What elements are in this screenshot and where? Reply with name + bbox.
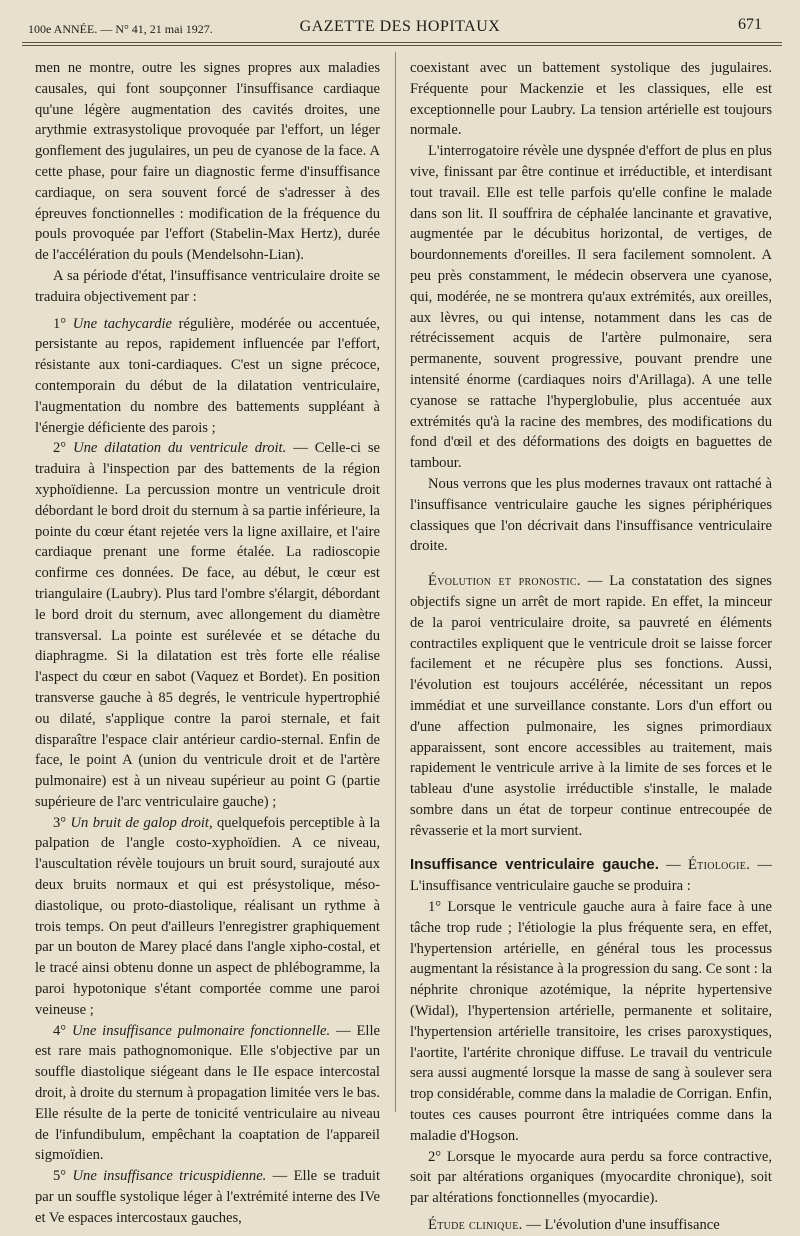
section-paragraph: [410, 571, 772, 841]
left-column: [35, 58, 381, 1226]
item-text: régulière, modérée ou accentuée, persistante au repos, rapidement influencée par l'effort, résistante aux toni-cardiaques. C'est un signe précoce, contemporain du début de la dilatation ventriculaire, l'augmentation du nombre des battements suppléant à l'énergie déficiente des parois ;: [35, 315, 381, 436]
list-item: [35, 1021, 380, 1167]
journal-title: GAZETTE DES HOPITAUX: [299, 18, 501, 35]
right-column: [410, 58, 772, 1234]
item-title: Une insuffisance pulmonaire fonctionnelle.: [72, 1022, 331, 1039]
item-number: 1°: [53, 315, 67, 332]
paragraph: coexistant avec un battement systolique des jugulaires. Fréquente pour Mackenzie et les classiques, elle est exceptionnelle pour Laubry. La tension artérielle est toujours normale.: [410, 60, 772, 139]
column-divider: [395, 52, 396, 1112]
paragraph: men ne montre, outre les signes propres aux maladies causales, qui font soupçonner l'insuffisance cardiaque qu'une légère augmentation des cavités droites, une arythmie extrasystolique provoquée par l'effort, un léger gonflement des jugulaires, un peu de cyanose de la face. A cette phase, pour faire un diagnostic ferme d'insuffisance cardiaque, on sera souvent forcé de s'adresser à des épreuves fonctionnelles : modification de la fréquence du pouls provoquée par l'effort (Stabelin-Max Hertz), durée de l'accélération du pouls (Mendelsohn-Lian).: [35, 60, 380, 264]
item-text: — Celle-ci se traduira à l'inspection par des battements de la région xyphoïdienne. La percussion montre un ventricule droit débordant le bord droit du sternum à sa partie inférieure, la pointe du cœur étant rejetée vers la ligne axillaire, et l'aire cardiaque prenant une forme étalée. La radioscopie confirme ces données. De face, au début, le cœur est triangulaire (Laubry). Plus tard l'ombre s'élargit, débordant le bord droit du sternum, avec allongement du diamètre transversal. La pointe est surélevée et se détache du diaphragme. Si la dilatation est très forte elle réalise l'aspect du cœur en sabot (Vaquez et Bordet). En position transverse gauche à 85 degrés, le ventricule hypertrophié ou dilaté, s'applique contre la paroi sternale, et fait disparaître l'espace clair antérieur cardio-sternal. Enfin de face, le point A (union du ventricule droit et de l'artère pulmonaire) est à un niveau supérieur au point G (partie supérieure de l'arc ventriculaire gauche) ;: [35, 440, 380, 810]
item-text: — Elle est rare mais pathognomonique. Elle s'objective par un souffle diastolique siégeant dans le IIe espace intercostal droit, à droite du sternum à propagation limitée vers le bas. Elle résulte de la perte de tonicité ventriculaire au niveau de l'infundibulum, empêchant la coaptation de l'appareil sigmoïdien.: [35, 1022, 380, 1164]
list-item: [35, 1166, 380, 1228]
item-title: Une tachycardie: [72, 315, 173, 332]
list-item: [35, 438, 380, 812]
issue-info: 100e ANNÉE. — N° 41, 21 mai 1927.: [28, 22, 213, 36]
item-number: 1°: [428, 899, 442, 916]
subsection-heading: Étiologie.: [687, 857, 751, 874]
page-header: [0, 0, 800, 40]
item-number: 4°: [53, 1022, 67, 1039]
item-title: Un bruit de galop droit,: [70, 814, 213, 831]
item-number: 5°: [53, 1168, 67, 1185]
item-title: Une insuffisance tricuspidienne.: [72, 1168, 267, 1185]
section-text: — L'évolution d'une insuffisance: [526, 1217, 720, 1234]
item-number: 2°: [53, 440, 67, 457]
list-item: [410, 897, 772, 1147]
paragraph: L'interrogatoire révèle une dyspnée d'effort de plus en plus vive, finissant par être continue et irréductible, et interdisant tout travail. Elle est telle parfois qu'elle confine le malade dans son lit. Il souffrira de céphalée lancinante et gravative, augmentée par le décubitus horizontal, de vertiges, de bourdonnements d'oreilles. Il sera facilement somnolent. A peu près constamment, le médecin observera une cyanose, qui, modérée, ne se montrera qu'aux extrémités, aux oreilles, aux lèvres, ou qui intense, notamment dans les cas de rétrécissement acquis de l'artère pulmonaire, sera permanente, souvent progressive, pouvant prendre une intensité énorme (cardiaques noirs d'Arillaga). A une telle cyanose se rattache l'hyperglobulie, plus accentuée aux extrémités qu'à la racine des membres, des modifications du fond d'œil et des déformations des doigts en baguettes de tambour.: [410, 143, 772, 472]
header-rule: [22, 42, 782, 43]
section-heading: Évolution et pronostic.: [428, 573, 581, 590]
section-text: L'insuffisance ventriculaire gauche se produira :: [410, 878, 691, 895]
list-item: [410, 1147, 772, 1209]
chapter-heading: Insuffisance ventriculaire gauche.: [410, 856, 659, 874]
list-item: [35, 813, 380, 1021]
paragraph: A sa période d'état, l'insuffisance ventriculaire droite se traduira objectivement par :: [35, 267, 380, 305]
paragraph: Nous verrons que les plus modernes travaux ont rattaché à l'insuffisance ventriculaire gauche les signes périphériques classiques que l'on décrivait dans l'insuffisance ventriculaire droite.: [410, 475, 772, 555]
item-text: Lorsque le ventricule gauche aura à faire face à une tâche trop rude ; l'étiologie la plus fréquente sera, en effet, l'hypertension artérielle, en général tous les processus augmentant la résistance à la progression du sang. Ce sont : la néphrite chronique azotémique, la néprite hypertensive (Widal), l'hypertension artérielle, permanente et solitaire, l'hypertension artérielle transitoire, les crises paroxystiques, l'aortite, l'artérite chronique diffuse. Le travail du ventricule sera aussi augmenté lorsque la masse de sang à soulever sera trop considérable, comme dans la maladie de Corrigan. Enfin, toutes ces causes pourront être intriquées comme dans la maladie d'Hogson.: [410, 899, 772, 1144]
item-text: Lorsque le myocarde aura perdu sa force contractive, soit par altérations organiques (myocardite chronique), soit par altérations fonctionnelles (myocardie).: [410, 1148, 772, 1207]
item-text: — Elle se traduit par un souffle systolique léger à l'extrémité interne des IVe et Ve espaces intercostaux gauches,: [35, 1168, 381, 1226]
header-rule-double: [22, 45, 782, 46]
section-text: — La constatation des signes objectifs signe un arrêt de mort rapide. En effet, la minceur de la paroi ventriculaire droite, sa pauvreté en éléments contractiles expliquent que le ventricule droit se laisse forcer facilement et ne récupère plus ses fonctions. Aussi, l'évolution est toujours accélérée, nécessitant un repos immédiat et une surveillance constante. Lors d'un effort ou d'une affection pulmonaire, les signes primordiaux apparaissent, sont encore accessibles au traitement, mais rapidement le ventricule arrive à la limite de ses forces et le tableau d'une asystolie irréductible s'installe, le malade sombre dans un état de torpeur continue entrecoupée de rêvasserie et la mort survient.: [410, 573, 772, 839]
section-heading: Étude clinique.: [428, 1217, 523, 1234]
item-text: quelquefois perceptible à la palpation de l'angle costo-xyphoïdien. A ce niveau, l'auscultation révèle toujours un bruit sourd, surajouté aux deux bruits normaux et qui est présystolique, méso-diastolique, ou proto-diastolique, réalisant un rythme à trois temps. On peut d'ailleurs l'enregistrer graphiquement par un bouton de Marey placé dans l'angle xipho-costal, et le tracé ainsi obtenu donne un aspect de phlébogramme, la paroi hypotonique s'étant comportée comme une paroi veineuse ;: [35, 814, 380, 1018]
section-paragraph: [410, 1215, 772, 1236]
page-number: 671: [738, 16, 762, 33]
list-item: [35, 314, 380, 439]
section-paragraph: Insuffisance ventriculaire gauche. — Étiologie. — L'insuffisance ventriculaire gauche se produira :: [410, 856, 772, 895]
item-number: 2°: [428, 1148, 442, 1165]
item-number: 3°: [53, 814, 67, 831]
item-title: Une dilatation du ventricule droit.: [73, 440, 287, 457]
